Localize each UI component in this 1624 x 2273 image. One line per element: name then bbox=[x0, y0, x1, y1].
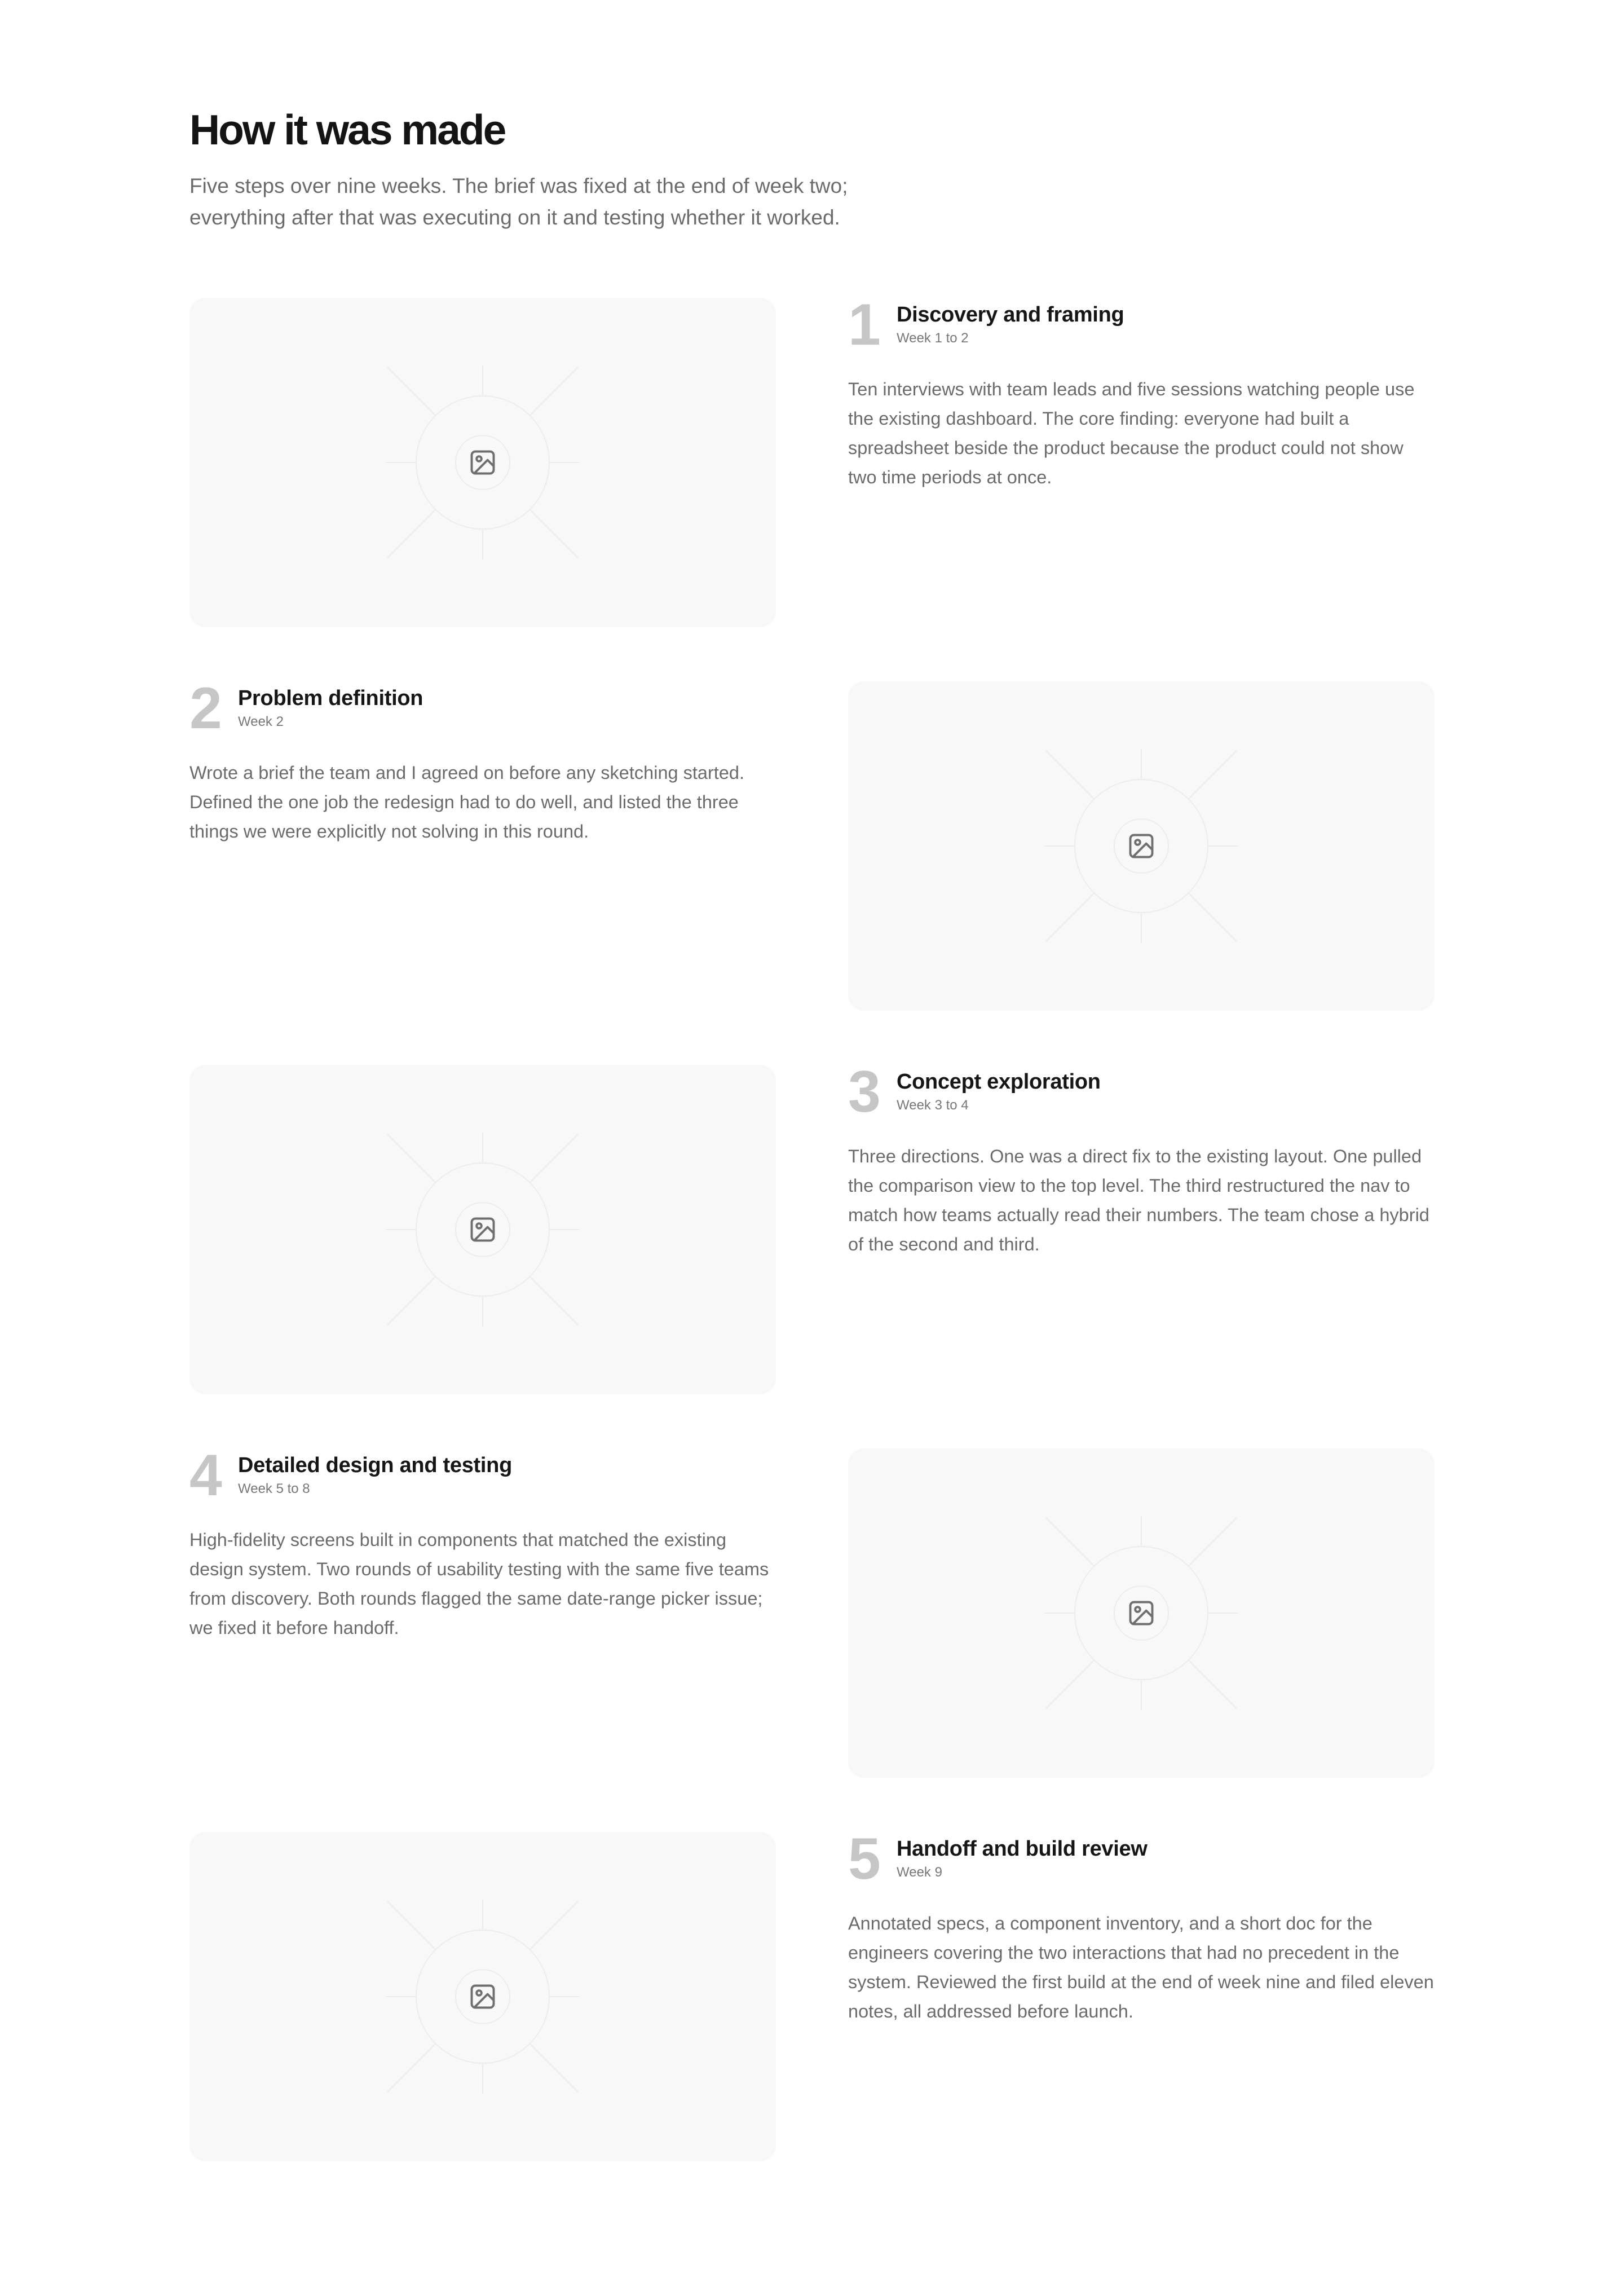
step-titles bbox=[238, 681, 423, 731]
step-heading bbox=[848, 1826, 1435, 1892]
image-placeholder bbox=[848, 681, 1435, 1011]
step-row bbox=[189, 1443, 1435, 1832]
step-description: Three directions. One was a direct fix to the existing layout. One pulled the comparison view to the top level. The third restructured the nav to match how teams actually read their numbers. The team chose a hybrid of the second and third. bbox=[848, 1146, 1429, 1254]
step-heading bbox=[189, 1443, 776, 1508]
step-number: 3 bbox=[848, 1059, 880, 1125]
image-icon bbox=[468, 1215, 497, 1244]
image-icon bbox=[468, 1982, 497, 2011]
image-card bbox=[848, 681, 1435, 1011]
image-placeholder bbox=[189, 298, 776, 627]
step-title: Problem definition bbox=[238, 686, 423, 710]
step-description: Annotated specs, a component inventory, and a short doc for the engineers covering the two interactions that had no precedent in the system. Reviewed the first build at the end of week nine and filed eleven notes, all addressed before launch. bbox=[848, 1913, 1434, 2021]
step-row bbox=[189, 676, 1435, 1065]
image-icon bbox=[1127, 1598, 1156, 1628]
step-week: Week 5 to 8 bbox=[238, 1481, 310, 1496]
step-week: Week 9 bbox=[897, 1865, 942, 1880]
step-text bbox=[848, 292, 1435, 492]
step-number: 1 bbox=[848, 292, 880, 358]
step-title: Detailed design and testing bbox=[238, 1453, 512, 1477]
step-description: High-fidelity screens built in components that matched the existing design system. Two rounds of usability testing with the same five teams from discovery. Both rounds flagged the same date-range picker issue; we fixed it before handoff. bbox=[189, 1530, 769, 1638]
page-title: How it was made bbox=[189, 106, 505, 153]
image-placeholder bbox=[189, 1832, 776, 2161]
step-row bbox=[189, 292, 1435, 681]
step-number: 2 bbox=[189, 676, 221, 741]
step-title: Concept exploration bbox=[897, 1070, 1101, 1094]
image-card bbox=[189, 1832, 776, 2161]
step-title: Discovery and framing bbox=[897, 303, 1124, 327]
image-card bbox=[189, 298, 776, 627]
step-row bbox=[189, 1826, 1435, 2215]
step-heading bbox=[848, 1059, 1435, 1125]
step-heading bbox=[848, 292, 1435, 358]
step-text bbox=[189, 1443, 776, 1642]
image-placeholder bbox=[848, 1448, 1435, 1778]
step-titles bbox=[897, 1065, 1101, 1115]
step-week: Week 3 to 4 bbox=[897, 1098, 969, 1113]
image-card bbox=[848, 1448, 1435, 1778]
steps-grid bbox=[189, 292, 1435, 2215]
intro-text: Five steps over nine weeks. The brief was fixed at the end of week two; everything after that was executing on it and testing whether it worked. bbox=[189, 174, 848, 229]
step-titles bbox=[238, 1448, 512, 1498]
step-row bbox=[189, 1059, 1435, 1448]
image-icon bbox=[1127, 831, 1156, 861]
image-placeholder bbox=[189, 1065, 776, 1394]
step-text bbox=[189, 676, 776, 846]
step-week: Week 1 to 2 bbox=[897, 331, 969, 346]
step-text bbox=[848, 1059, 1435, 1259]
image-card bbox=[189, 1065, 776, 1394]
section-header bbox=[189, 102, 979, 234]
step-week: Week 2 bbox=[238, 714, 284, 729]
image-icon bbox=[468, 448, 497, 477]
step-number: 5 bbox=[848, 1826, 880, 1892]
step-description: Ten interviews with team leads and five sessions watching people use the existing dashboard. The core finding: everyone had built a spreadsheet beside the product because the product could not show two time periods at once. bbox=[848, 379, 1415, 487]
step-text bbox=[848, 1826, 1435, 2026]
step-titles bbox=[897, 1832, 1148, 1882]
step-number: 4 bbox=[189, 1443, 221, 1508]
step-title: Handoff and build review bbox=[897, 1837, 1148, 1861]
step-description: Wrote a brief the team and I agreed on before any sketching started. Defined the one job the redesign had to do well, and listed the three things we were explicitly not solving in this round. bbox=[189, 763, 745, 842]
step-titles bbox=[897, 298, 1124, 347]
step-heading bbox=[189, 676, 776, 741]
